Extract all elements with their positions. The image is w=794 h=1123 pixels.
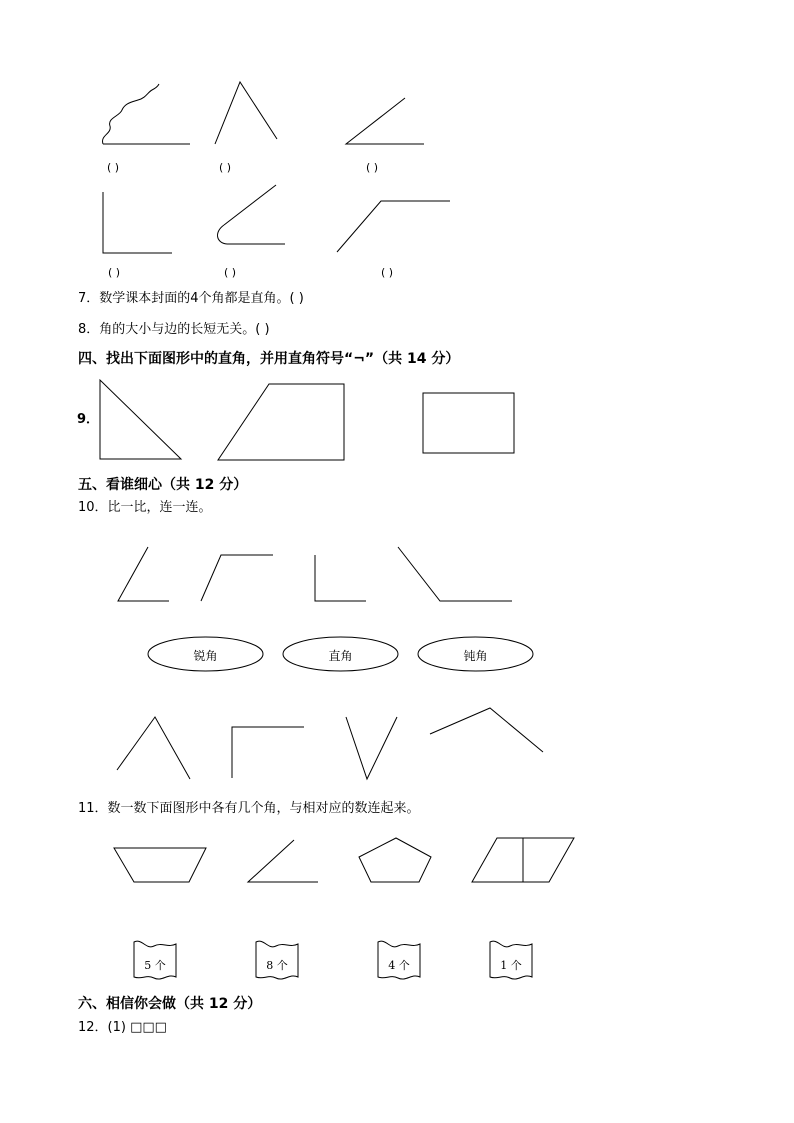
question-8: 8．角的大小与边的长短无关。( ) bbox=[78, 322, 270, 337]
flag-label-1: 1 个 bbox=[500, 959, 522, 972]
question-11: 11．数一数下面图形中各有几个角，与相对应的数连起来。 bbox=[78, 801, 420, 816]
right-triangle-shape bbox=[100, 380, 181, 459]
section-5-heading: 五、看谁细心（共 12 分） bbox=[78, 477, 248, 493]
section-6-heading: 六、相信你会做（共 12 分） bbox=[78, 996, 262, 1012]
divided-parallelogram-shape bbox=[472, 838, 574, 882]
angle-acute-top bbox=[118, 547, 169, 601]
question-12: 12．(1) □□□ bbox=[78, 1020, 167, 1035]
flag-label-8: 8 个 bbox=[266, 959, 288, 972]
right-trapezoid-shape bbox=[218, 384, 344, 460]
angle-curved-vertex bbox=[218, 185, 285, 244]
label-obtuse-angle: 钝角 bbox=[463, 649, 488, 663]
pentagon-shape bbox=[359, 838, 431, 882]
angle-right-bottom bbox=[232, 727, 304, 778]
flag-label-5: 5 个 bbox=[144, 959, 166, 972]
angle-obtuse-top-1 bbox=[201, 555, 273, 601]
angle-obtuse-1 bbox=[337, 201, 450, 252]
angle-right-top bbox=[315, 555, 366, 601]
answer-paren-1[interactable]: ( ) bbox=[107, 161, 120, 174]
answer-paren-3[interactable]: ( ) bbox=[366, 161, 379, 174]
angle-acute-v bbox=[346, 717, 397, 779]
answer-paren-5[interactable]: ( ) bbox=[224, 266, 237, 279]
section-4-heading: 四、找出下面图形中的直角，并用直角符号“¬”（共 14 分） bbox=[78, 351, 460, 367]
question-7: 7．数学课本封面的4个角都是直角。( ) bbox=[78, 291, 304, 306]
label-right-angle: 直角 bbox=[328, 649, 353, 663]
question-10: 10．比一比，连一连。 bbox=[78, 500, 212, 515]
angle-wavy-side bbox=[103, 84, 190, 144]
label-acute-angle: 锐角 bbox=[193, 649, 218, 663]
angle-acute-bottom bbox=[117, 717, 190, 779]
answer-paren-2[interactable]: ( ) bbox=[219, 161, 232, 174]
angle-right-1 bbox=[103, 192, 172, 253]
question-9-number: 9． bbox=[77, 412, 100, 427]
angle-shape bbox=[248, 840, 318, 882]
answer-paren-6[interactable]: ( ) bbox=[381, 266, 394, 279]
answer-paren-4[interactable]: ( ) bbox=[108, 266, 121, 279]
rectangle-shape bbox=[423, 393, 514, 453]
angle-obtuse-bottom bbox=[430, 708, 543, 752]
trapezoid-shape bbox=[114, 848, 206, 882]
angle-obtuse-top-2 bbox=[398, 547, 512, 601]
angle-peak bbox=[215, 82, 277, 144]
flag-label-4: 4 个 bbox=[388, 959, 410, 972]
angle-acute-1 bbox=[346, 98, 424, 144]
